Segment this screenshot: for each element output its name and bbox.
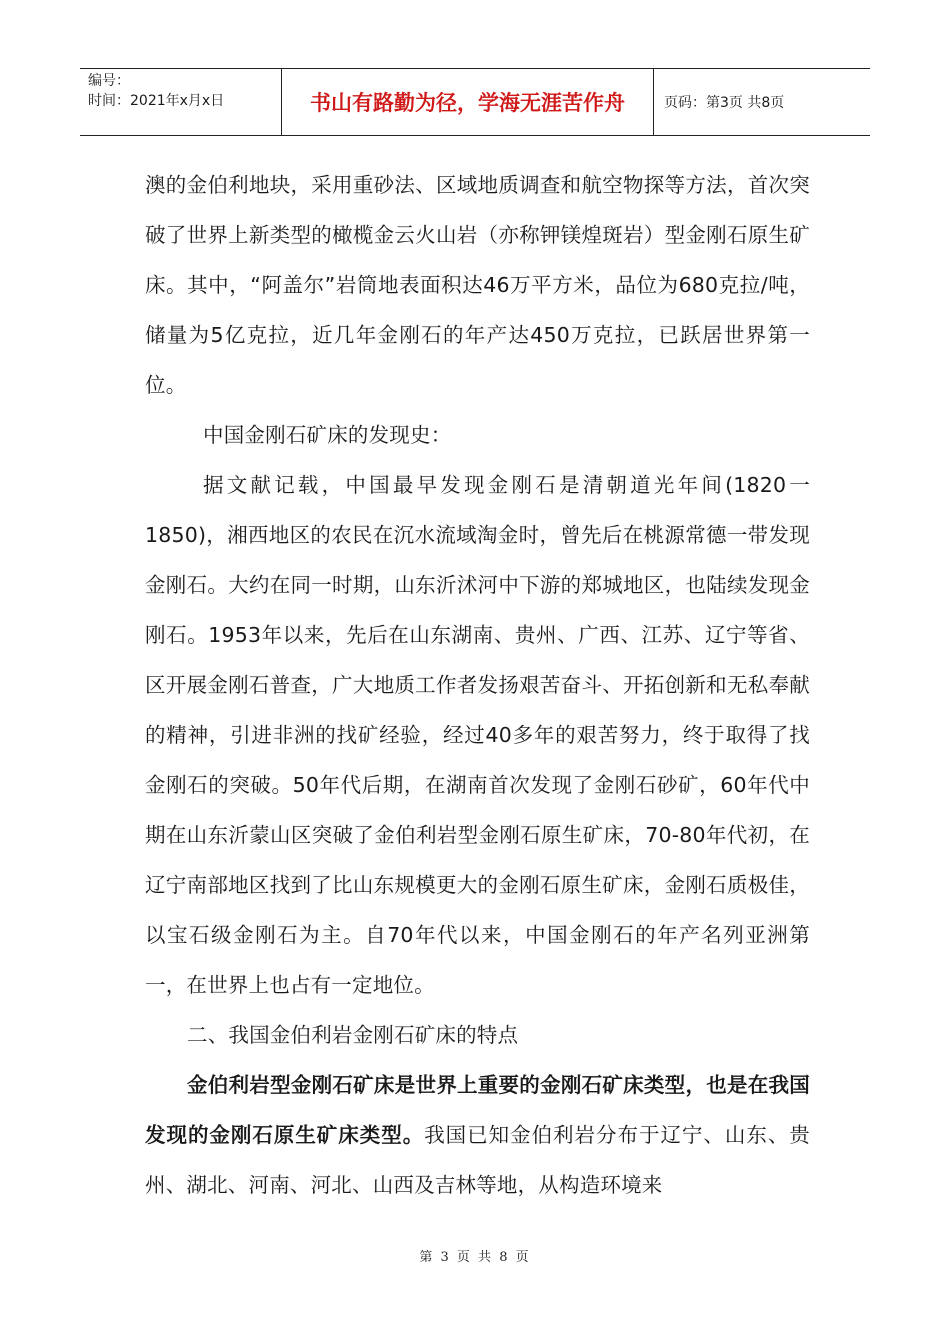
header-motto: 书山有路勤为径，学海无涯苦作舟 bbox=[282, 69, 654, 135]
page-footer: 第 3 页 共 8 页 bbox=[419, 1250, 531, 1265]
page-header bbox=[80, 68, 870, 136]
paragraph-3-rest: 我国已知金伯利岩分布于辽宁、山东、贵州、湖北、河南、河北、山西及吉林等地，从构造环境来 bbox=[145, 1123, 810, 1197]
header-page-info: 页码：第3页 共8页 bbox=[664, 95, 785, 111]
document-body bbox=[145, 160, 810, 1210]
header-meta bbox=[80, 69, 282, 135]
date-label: 时间：2021年x月x日 bbox=[88, 93, 225, 109]
section-heading-discovery: 中国金刚石矿床的发现史： bbox=[203, 423, 452, 447]
number-label: 编号： bbox=[88, 73, 130, 89]
section-heading-features: 二、我国金伯利岩金刚石矿床的特点 bbox=[187, 1023, 519, 1047]
paragraph-1: 澳的金伯利地块，采用重砂法、区域地质调查和航空物探等方法，首次突破了世界上新类型的橄榄金云火山岩（亦称钾镁煌斑岩）型金刚石原生矿床。其中，“阿盖尔”岩筒地表面积达46万平方米，品位为680克拉/吨，储量为5亿克拉，近几年金刚石的年产达450万克拉，已跃居世界第一位。 bbox=[145, 173, 810, 397]
paragraph-3 bbox=[145, 1060, 810, 1210]
paragraph-2: 据文献记载，中国最早发现金刚石是清朝道光年间(1820一1850)，湘西地区的农民在沉水流域淘金时，曾先后在桃源常德一带发现金刚石。大约在同一时期，山东沂沭河中下游的郑城地区，也陆续发现金刚石。1953年以来，先后在山东湖南、贵州、广西、江苏、辽宁等省、区开展金刚石普查，广大地质工作者发扬艰苦奋斗、开拓创新和无私奉献的精神，引进非洲的找矿经验，经过40多年的艰苦努力，终于取得了找金刚石的突破。50年代后期，在湖南首次发现了金刚石砂矿，60年代中期在山东沂蒙山区突破了金伯利岩型金刚石原生矿床，70-80年代初，在辽宁南部地区找到了比山东规模更大的金刚石原生矿床，金刚石质极佳，以宝石级金刚石为主。自70年代以来，中国金刚石的年产名列亚洲第一，在世界上也占有一定地位。 bbox=[145, 473, 810, 997]
paragraph-3-lead: 金伯利岩型金刚石矿床是世界上重要的金刚石矿床类型，也是在我国发现的金刚石原生矿床类型。 bbox=[145, 1073, 810, 1147]
